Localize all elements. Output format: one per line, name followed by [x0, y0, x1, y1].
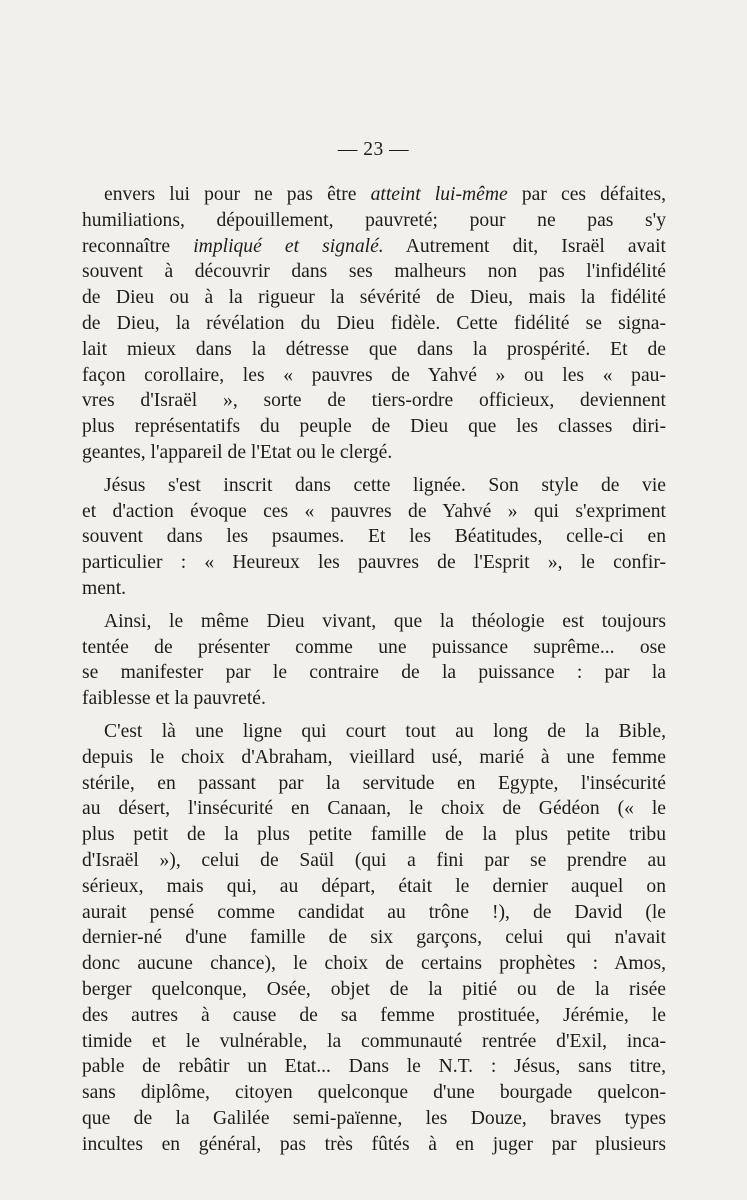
paragraph: [82, 609, 666, 712]
text-line: [82, 311, 666, 337]
text-run: stérile, en passant par la servitude en Egypte, l'insécurité: [82, 772, 666, 794]
paragraph: [82, 473, 666, 602]
text-line: [82, 660, 666, 686]
text-run: plus petit de la plus petite famille de la plus petite tribu: [82, 824, 666, 846]
text-run: donc aucune chance), le choix de certains prophètes : Amos,: [82, 953, 666, 975]
text-line: [82, 874, 666, 900]
body-text: [82, 182, 666, 1164]
text-line: [82, 1106, 666, 1132]
paragraph: [82, 182, 666, 466]
text-line: [82, 900, 666, 926]
text-run: Jésus s'est inscrit dans cette lignée. Son style de vie: [104, 474, 666, 496]
text-line: [82, 925, 666, 951]
text-run: ment.: [82, 577, 127, 599]
text-run: berger quelconque, Osée, objet de la pitié ou de la risée: [82, 978, 666, 1000]
text-line: [82, 234, 666, 260]
text-run: par ces défaites,: [507, 184, 666, 205]
text-run: incultes en général, pas très fûtés à en juger par plusieurs: [82, 1133, 666, 1155]
text-line: [82, 524, 666, 550]
text-line: [82, 499, 666, 525]
text-line: [82, 259, 666, 285]
page-number: — 23 —: [337, 139, 410, 160]
text-line: [82, 635, 666, 661]
text-run: Ainsi, le même Dieu vivant, que la théologie est toujours: [104, 610, 666, 632]
text-line: [82, 208, 666, 234]
text-line: [82, 1132, 666, 1158]
text-line: [82, 285, 666, 311]
text-line: [82, 719, 666, 745]
text-line: [82, 182, 666, 208]
text-line: [82, 1029, 666, 1055]
text-run: vres d'Israël », sorte de tiers-ordre officieux, deviennent: [82, 390, 666, 412]
text-run: tentée de présenter comme une puissance suprême... ose: [82, 636, 666, 658]
text-run: humiliations, dépouillement, pauvreté; pour ne pas s'y: [82, 209, 666, 231]
text-line: [82, 686, 666, 712]
text-run: que de la Galilée semi-païenne, les Douze, braves types: [82, 1107, 666, 1129]
text-run: reconnaître: [82, 235, 194, 257]
text-line: [82, 576, 666, 602]
text-line: [82, 363, 666, 389]
text-line: [82, 951, 666, 977]
paragraph: [82, 719, 666, 1158]
text-line: [82, 848, 666, 874]
text-run: de Dieu, la révélation du Dieu fidèle. Cette fidélité se signa-: [82, 312, 666, 334]
text-line: [82, 473, 666, 499]
text-line: [82, 337, 666, 363]
text-line: [82, 796, 666, 822]
text-run: souvent à découvrir dans ses malheurs non pas l'infidélité: [82, 261, 666, 283]
text-run: aurait pensé comme candidat au trône !), de David (le: [82, 901, 666, 923]
italic-text: impliqué et signalé.: [193, 235, 384, 257]
text-line: [82, 1080, 666, 1106]
text-run: faiblesse et la pauvreté.: [82, 688, 266, 710]
text-run: Autrement dit, Israël avait: [383, 235, 666, 257]
text-run: des autres à cause de sa femme prostituée, Jérémie, le: [82, 1004, 666, 1026]
italic-text: atteint lui-même: [370, 184, 508, 205]
text-run: timide et le vulnérable, la communauté rentrée d'Exil, inca-: [82, 1030, 666, 1052]
text-line: [82, 414, 666, 440]
text-run: plus représentatifs du peuple de Dieu que les classes diri-: [82, 416, 666, 438]
text-run: de Dieu ou à la rigueur la sévérité de Dieu, mais la fidélité: [82, 287, 666, 309]
text-run: d'Israël »), celui de Saül (qui a fini par se prendre au: [82, 849, 666, 871]
text-run: pable de rebâtir un Etat... Dans le N.T. : Jésus, sans titre,: [82, 1056, 666, 1078]
text-run: sérieux, mais qui, au départ, était le dernier auquel on: [82, 875, 666, 897]
text-line: [82, 977, 666, 1003]
text-line: [82, 1054, 666, 1080]
text-line: [82, 550, 666, 576]
text-run: souvent dans les psaumes. Et les Béatitudes, celle-ci en: [82, 526, 666, 548]
text-run: particulier : « Heureux les pauvres de l'Esprit », le confir-: [82, 552, 666, 574]
text-run: C'est là une ligne qui court tout au long de la Bible,: [104, 720, 666, 742]
text-line: [82, 822, 666, 848]
text-line: [82, 771, 666, 797]
text-run: sans diplôme, citoyen quelconque d'une bourgade quelcon-: [82, 1082, 666, 1104]
text-run: au désert, l'insécurité en Canaan, le choix de Gédéon (« le: [82, 798, 666, 820]
text-line: [82, 388, 666, 414]
text-run: façon corollaire, les « pauvres de Yahvé » ou les « pau-: [82, 364, 666, 386]
text-run: envers lui pour ne pas être: [104, 184, 371, 205]
text-run: lait mieux dans la détresse que dans la prospérité. Et de: [82, 338, 666, 360]
text-run: geantes, l'appareil de l'Etat ou le clergé.: [82, 441, 393, 463]
text-run: et d'action évoque ces « pauvres de Yahvé » qui s'expriment: [82, 500, 666, 522]
text-run: depuis le choix d'Abraham, vieillard usé, marié à une femme: [82, 746, 666, 768]
text-line: [82, 609, 666, 635]
text-line: [82, 745, 666, 771]
text-run: se manifester par le contraire de la puissance : par la: [82, 662, 666, 684]
text-run: dernier-né d'une famille de six garçons, celui qui n'avait: [82, 927, 666, 949]
text-line: [82, 1003, 666, 1029]
text-line: [82, 440, 666, 466]
